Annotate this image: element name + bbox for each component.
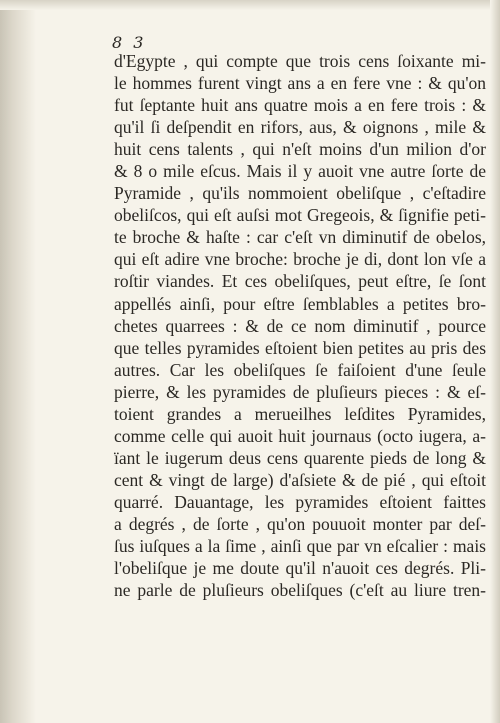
text-line: ne parle de pluſieurs obeliſques (c'eſt au liure tren- [114,580,486,601]
binding-gutter-shadow [0,0,36,723]
top-edge-shadow [0,0,500,10]
page-number: 8 3 [112,33,147,52]
text-line: fut ſeptante huit ans quatre mois a en fere trois : & [114,95,486,116]
text-line: quarré. Dauantage, les pyramides eſtoient faittes [114,491,486,512]
text-line: comme celle qui auoit huit journaus (octo iugera, a- [114,425,486,446]
text-line: te broche & haſte : car c'eſt vn diminutif de obelos, [114,227,486,248]
text-line: appellés ainſi, pour eſtre ſemblables a petites bro- [114,293,486,314]
text-line: toient grandes a merueilhes leſdites Pyramides, [114,403,486,424]
text-line: cent & vingt de large) d'aſsiete & de pié , qui eſtoit [114,469,486,490]
body-text [114,50,486,601]
text-line: ïant le iugerum deus cens quarente pieds de long & [114,447,486,468]
text-line: obeliſcos, qui eſt auſsi mot Gregeois, & ſignifie peti- [114,205,486,226]
text-line: le hommes furent vingt ans a en fere vne : & qu'on [114,73,486,94]
text-line: qu'il ſi deſpendit en rifors, aus, & oignons , mile & [114,117,486,138]
text-line: autres. Car les obeliſques ſe faiſoient d'une ſeule [114,359,486,380]
text-line: pierre, & les pyramides de pluſieurs pieces : & eſ- [114,381,486,402]
text-line: chetes quarrees : & de ce nom diminutif , pource [114,315,486,336]
text-line: ſus iuſques a la ſime , ainſi que par vn eſcalier : mais [114,536,486,557]
text-line: huit cens talents , qui n'eſt moins d'un milion d'or [114,139,486,160]
text-line: l'obeliſque je me doute qu'il n'auoit ces degrés. Pli- [114,558,486,579]
right-edge-shadow [490,0,500,723]
text-line: roſtir viandes. Et ces obeliſques, peut eſtre, ſe ſont [114,271,486,292]
text-line: qui eſt adire vne broche: broche je di, dont lon vſe a [114,249,486,270]
text-line: & 8 o mile eſcus. Mais il y auoit vne autre ſorte de [114,161,486,182]
text-line: que telles pyramides eſtoient bien petites au pris des [114,337,486,358]
text-line: a degrés , de ſorte , qu'on pouuoit monter par deſ- [114,513,486,534]
text-line: Pyramide , qu'ils nommoient obeliſque , c'eſtadire [114,183,486,204]
text-line: d'Egypte , qui compte que trois cens ſoixante mi- [114,51,486,71]
